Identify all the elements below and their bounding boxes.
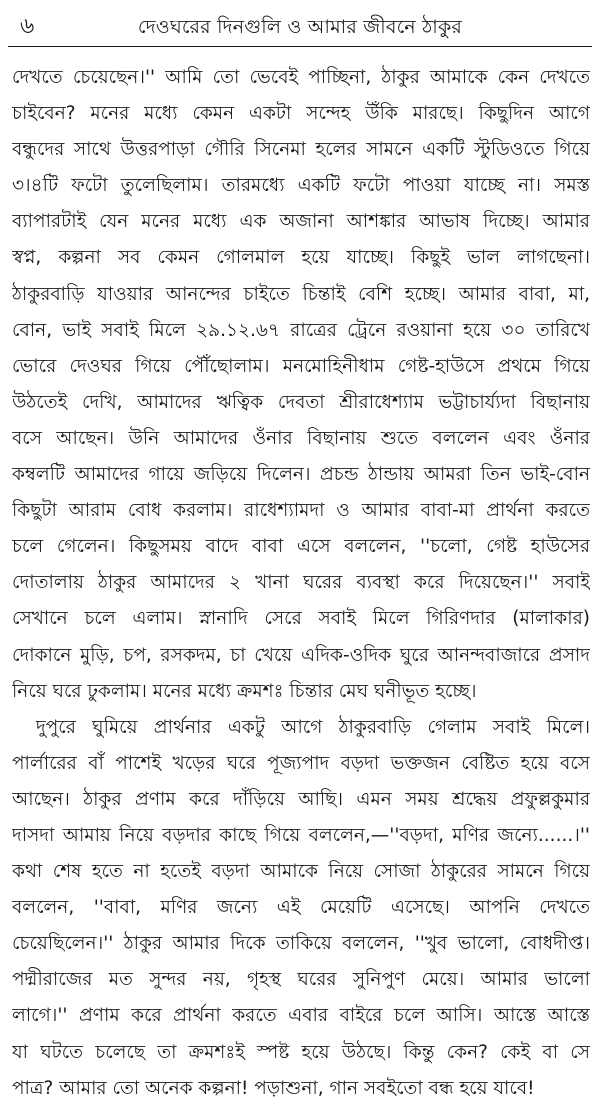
text-line: চাইবেন? মনের মধ্যে কেমন একটা সন্দেহ উঁকি মারছে। কিছুদিন আগে — [12, 103, 590, 125]
text-line: বললেন, ''বাবা, মণির জন্যে এই মেয়েটি এসেছে। আপনি দেখতে — [12, 897, 590, 919]
text-line: বোন, ভাই সবাই মিলে ২৯.১২.৬৭ রাত্রের ট্রেনে রওয়ানা হয়ে ৩০ তারিখে — [12, 319, 590, 341]
text-line: সেখানে চলে এলাম। স্নানাদি সেরে সবাই মিলে গিরিণদার (মালাকার) — [12, 608, 590, 630]
text-line: চলে গেলেন। কিছুসময় বাদে বাবা এসে বললেন, ''চলো, গেষ্ট হাউসের — [12, 536, 590, 558]
text-line: ভোরে দেওঘর গিয়ে পৌঁছোলাম। মনমোহিনীধাম গেষ্ট-হাউসে প্রথমে গিয়ে — [12, 355, 590, 377]
running-header — [8, 6, 592, 47]
text-line: ঠাকুরবাড়ি যাওয়ার আনন্দের চাইতে চিন্তাই বেশি হচ্ছে। আমার বাবা, মা, — [12, 283, 590, 305]
text-line: লাগে।'' প্রণাম করে প্রার্থনা করতে এবার বাইরে চলে আসি। আস্তে আস্তে — [12, 1005, 590, 1027]
text-line: দোকানে মুড়ি, চপ, রসকদম, চা খেয়ে এদিক-ওদিক ঘুরে আনন্দবাজারে প্রসাদ — [12, 644, 590, 666]
text-line: কিছুটা আরাম বোধ করলাম। রাধেশ্যামদা ও আমার বাবা-মা প্রার্থনা করতে — [12, 500, 590, 522]
text-line: উঠতেই দেখি, আমাদের ঋত্বিক দেবতা শ্রীরাধেশ্যাম ভট্টাচার্য্যদা বিছানায় — [12, 391, 590, 413]
text-line: যা ঘটতে চলেছে তা ক্রমশঃই স্পষ্ট হয়ে উঠছে। কিন্তু কেন? কেই বা সে — [12, 1041, 590, 1063]
text-line: দুপুরে ঘুমিয়ে প্রার্থনার একটু আগে ঠাকুরবাড়ি গেলাম সবাই মিলে। — [36, 716, 590, 738]
text-line: কম্বলটি আমাদের গায়ে জড়িয়ে দিলেন। প্রচন্ড ঠান্ডায় আমরা তিন ভাই-বোন — [12, 464, 590, 486]
paragraph — [12, 710, 590, 1107]
running-title: দেওঘরের দিনগুলি ও আমার জীবনে ঠাকুর — [137, 16, 463, 38]
text-line: ব্যাপারটাই যেন মনের মধ্যে এক অজানা আশঙ্কার আভাষ দিচ্ছে। আমার — [12, 211, 590, 233]
text-line: দেখতে চেয়েছেন।'' আমি তো ভেবেই পাচ্ছিনা, ঠাকুর আমাকে কেন দেখতে — [12, 67, 590, 88]
body-text — [12, 60, 590, 1107]
text-line: কথা শেষ হতে না হতেই বড়দা আমাকে নিয়ে সোজা ঠাকুরের সামনে গিয়ে — [12, 861, 590, 883]
text-line: দাসদা আমায় নিয়ে বড়দার কাছে গিয়ে বললেন,—''বড়দা, মণির জন্যে......।'' — [12, 824, 590, 846]
text-line: বন্ধুদের সাথে উত্তরপাড়া গৌরি সিনেমা হলের সামনে একটি স্টুডিওতে গিয়ে — [12, 139, 590, 161]
text-line: পদ্মীরাজের মত সুন্দর নয়, গৃহস্থ ঘরের সুনিপুণ মেয়ে। আমার ভালো — [12, 969, 590, 991]
text-line: আছেন। ঠাকুর প্রণাম করে দাঁড়িয়ে আছি। এমন সময় শ্রদ্ধেয় প্রফুল্লকুমার — [12, 788, 590, 810]
text-line: বসে আছেন। উনি আমাদের ওঁনার বিছানায় শুতে বললেন এবং ওঁনার — [12, 427, 590, 449]
text-line: চেয়েছিলেন।'' ঠাকুর আমার দিকে তাকিয়ে বললেন, ''খুব ভালো, বোধদীপ্ত। — [12, 933, 590, 955]
text-line: নিয়ে ঘরে ঢুকলাম। মনের মধ্যে ক্রমশঃ চিন্তার মেঘ ঘনীভূত হচ্ছে। — [12, 680, 477, 702]
text-line: পাত্র? আমার তো অনেক কল্পনা! পড়াশুনা, গান সবইতো বন্ধ হয়ে যাবে! — [12, 1077, 535, 1099]
text-line: দোতালায় ঠাকুর আমাদের ২ খানা ঘরের ব্যবস্থা করে দিয়েছেন।'' সবাই — [12, 572, 590, 594]
page-number: ৬ — [20, 14, 35, 39]
text-line: ৩।৪টি ফটো তুলেছিলাম। তারমধ্যে একটি ফটো পাওয়া যাচ্ছে না। সমস্ত — [12, 175, 590, 197]
paragraph — [12, 60, 590, 710]
text-line: স্বপ্ন, কল্পনা সব কেমন গোলমাল হয়ে যাচ্ছে। কিছুই ভাল লাগছেনা। — [12, 247, 590, 269]
text-line: পার্লারের বাঁ পাশেই খড়ের ঘরে পূজ্যপাদ বড়দা ভক্তজন বেষ্টিত হয়ে বসে — [12, 752, 590, 774]
